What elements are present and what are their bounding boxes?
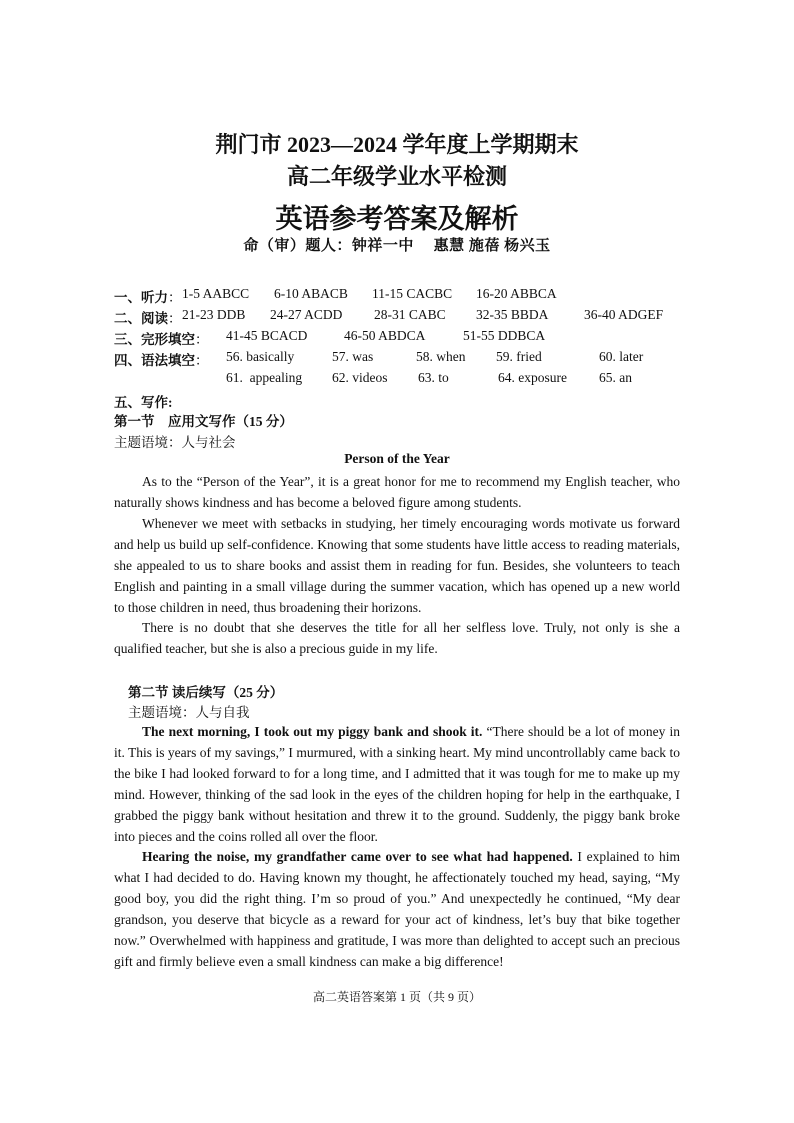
- essay-title: Person of the Year: [344, 451, 450, 466]
- listening-label: 一、听力：: [114, 290, 182, 305]
- page-footer: 高二英语答案第 1 页（共 9 页）: [312, 990, 481, 1004]
- section1-theme: 主题语境：人与社会: [114, 435, 236, 450]
- grammar-answer: 57. was: [332, 349, 374, 364]
- section2-theme: 主题语境：人与自我: [128, 705, 250, 720]
- grammar-answer: 59. fried: [496, 349, 542, 364]
- title-line-3: 英语参考答案及解析: [275, 204, 519, 234]
- paragraph-lead-sentence: Hearing the noise, my grandfather came over to see what had happened.: [142, 849, 573, 864]
- continuation-paragraph: Hearing the noise, my grandfather came over to see what had happened. I explained to him what I had decided to do. Having known my thought, he affectionately touched my head, saying, “My good boy, you did the right thing. I’m so proud of you.” And unexpectedly he continued, “My dear grandson, you deserve that bicycle as a reward for your act of kindness, let’s buy that bike together now.” Overwhelmed with happiness and gratitude, I was more than delighted to accept such an precious gift and firmly believe even a small kindness can make a big difference!: [114, 849, 681, 969]
- grammar-label: 四、语法填空：: [114, 353, 209, 368]
- listening-answer: 6-10 ABACB: [274, 286, 348, 301]
- grammar-answer: 64. exposure: [498, 370, 567, 385]
- section1-heading: 第一节 应用文写作（15 分）: [114, 414, 293, 429]
- reading-label: 二、阅读：: [114, 311, 182, 326]
- cloze-answer: 46-50 ABDCA: [344, 328, 426, 343]
- grammar-answer: 56. basically: [226, 349, 295, 364]
- essay-paragraph: There is no doubt that she deserves the title for all her selfless love. Truly, not only is she a qualified teacher, but she is also a precious guide in my life.: [114, 620, 680, 656]
- title-line-2: 高二年级学业水平检测: [286, 164, 507, 189]
- reading-answer: 32-35 BBDA: [476, 307, 549, 322]
- listening-answer: 11-15 CACBC: [372, 286, 453, 301]
- cloze-answer: 41-45 BCACD: [226, 328, 308, 343]
- grammar-answer: 58. when: [416, 349, 466, 364]
- continuation-paragraph: The next morning, I took out my piggy bank and shook it. “There should be a lot of money in it. This is years of my savings,” I murmured, with a sinking heart. My mind uncontrollably came back to the bike I had looked forward to for a long time, and I admitted that it was tough for me to make up my mind. However, thinking of the sad look in the eyes of the children hoping for help in the earthquake, I grabbed the piggy bank without hesitation and threw it to the ground. Suddenly, the piggy bank broke into pieces and the coins rolled all over the floor.: [114, 724, 681, 844]
- reading-answer: 24-27 ACDD: [270, 307, 343, 322]
- cloze-label: 三、完形填空：: [114, 332, 209, 347]
- listening-answer: 1-5 AABCC: [182, 286, 250, 301]
- section2-heading: 第二节 读后续写（25 分）: [128, 685, 284, 700]
- paragraph-lead-sentence: The next morning, I took out my piggy bank and shook it.: [142, 724, 483, 739]
- authors-line: 命（审）题人：钟祥一中 惠慧 施蓓 杨兴玉: [243, 238, 551, 254]
- grammar-answer: 62. videos: [332, 370, 388, 385]
- grammar-answer: 61. appealing: [226, 370, 303, 385]
- grammar-answer: 63. to: [418, 370, 449, 385]
- essay-paragraph: Whenever we meet with setbacks in studying, her timely encouraging words motivate us forward and help us build up self-confidence. Knowing that some students have little access to reading materials, she appealed to us to share books and assist them in reading for fun. Besides, she volunteers to teach English and painting in a small village during the summer vacation, which has opened up a new world to those children in need, thus broadening their horizons.: [114, 516, 680, 615]
- grammar-answer: 60. later: [599, 349, 644, 364]
- essay-paragraph: As to the “Person of the Year”, it is a great honor for me to recommend my English teacher, who naturally shows kindness and has become a beloved figure among students.: [114, 474, 680, 510]
- cloze-answer: 51-55 DDBCA: [463, 328, 546, 343]
- writing-label: 五、写作:: [114, 395, 173, 410]
- reading-answer: 21-23 DDB: [182, 307, 246, 322]
- listening-answer: 16-20 ABBCA: [476, 286, 557, 301]
- title-line-1: 荆门市 2023—2024 学年度上学期期末: [215, 132, 579, 157]
- grammar-answer: 65. an: [599, 370, 632, 385]
- reading-answer: 36-40 ADGEF: [584, 307, 664, 322]
- reading-answer: 28-31 CABC: [374, 307, 446, 322]
